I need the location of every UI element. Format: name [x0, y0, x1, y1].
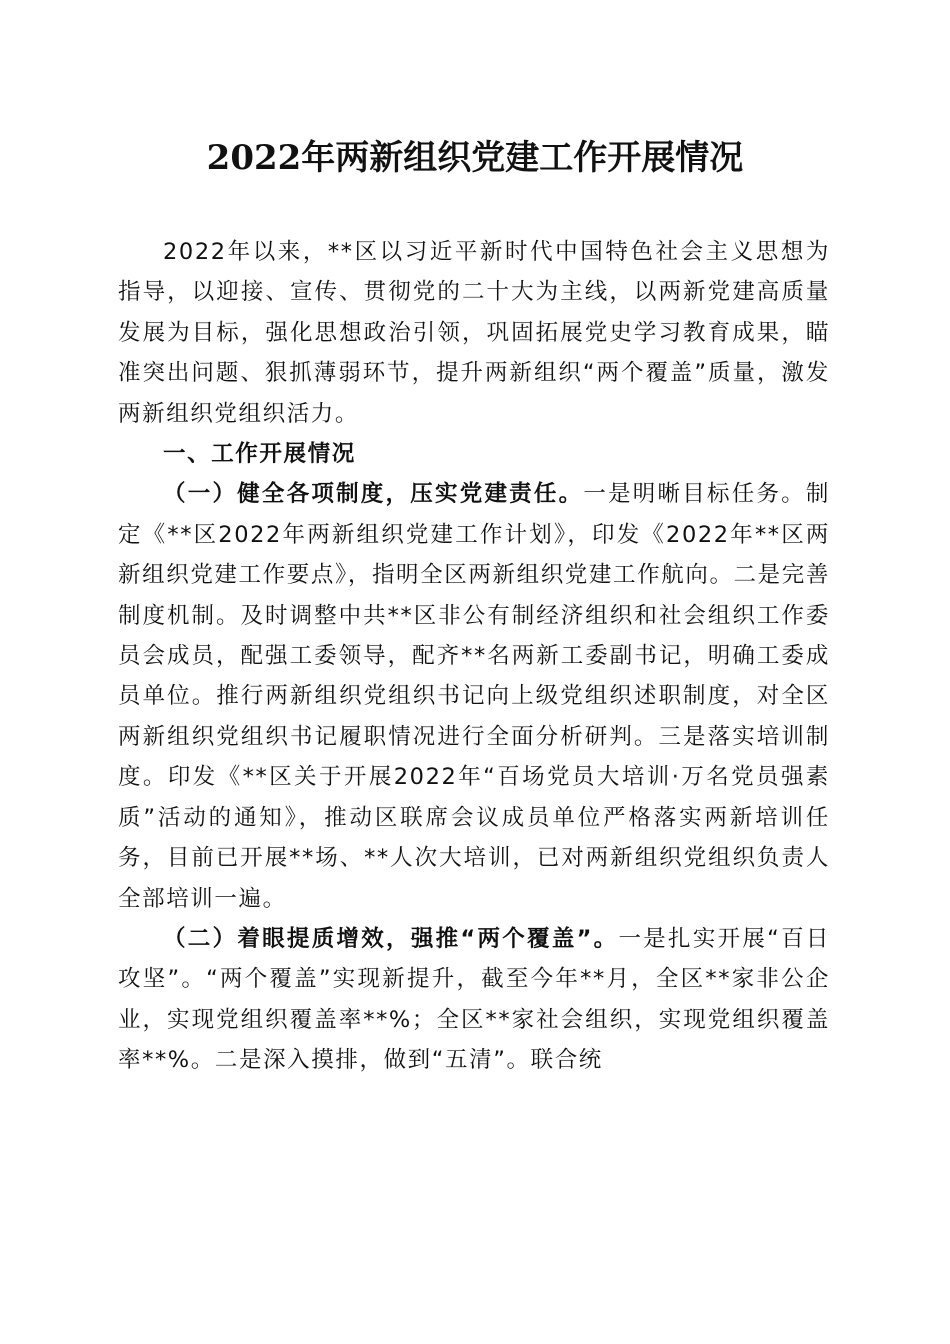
item-2-lead: （二）着眼提质增效，强推“两个覆盖”。 [163, 925, 619, 952]
document-body [118, 232, 830, 1081]
item-2-paragraph [118, 919, 830, 1081]
document-title: 2022年两新组织党建工作开展情况 [206, 138, 744, 178]
item-2-body: 一是扎实开展“百日攻坚”。“两个覆盖”实现新提升，截至今年**月，全区**家非公企业，实现党组织覆盖率**%；全区**家社会组织，实现党组织覆盖率**%。二是深入摸排，做到“五清”。联合统 [118, 925, 830, 1074]
intro-paragraph: 2022年以来，**区以习近平新时代中国特色社会主义思想为指导，以迎接、宣传、贯彻党的二十大为主线，以两新党建高质量发展为目标，强化思想政治引领，巩固拓展党史学习教育成果，瞄准突出问题、狠抓薄弱环节，提升两新组织“两个覆盖”质量，激发两新组织党组织活力。 [118, 239, 830, 427]
item-1-lead: （一）健全各项制度，压实党建责任。 [163, 481, 584, 508]
item-1-paragraph [118, 474, 830, 918]
item-1-body: 一是明晰目标任务。制定《**区2022年两新组织党建工作计划》，印发《2022年**区两新组织党建工作要点》，指明全区两新组织党建工作航向。二是完善制度机制。及时调整中共**区非公有制经济组织和社会组织工作委员会成员，配强工委领导，配齐**名两新工委副书记，明确工委成员单位。推行两新组织党组织书记向上级党组织述职制度，对全区两新组织党组织书记履职情况进行全面分析研判。三是落实培训制度。印发《**区关于开展2022年“百场党员大培训·万名党员强素质”活动的通知》，推动区联席会议成员单位严格落实两新培训任务，目前已开展**场、**人次大培训，已对两新组织党组织负责人全部培训一遍。 [118, 481, 830, 912]
section-heading-work-progress: 一、工作开展情况 [163, 441, 356, 468]
